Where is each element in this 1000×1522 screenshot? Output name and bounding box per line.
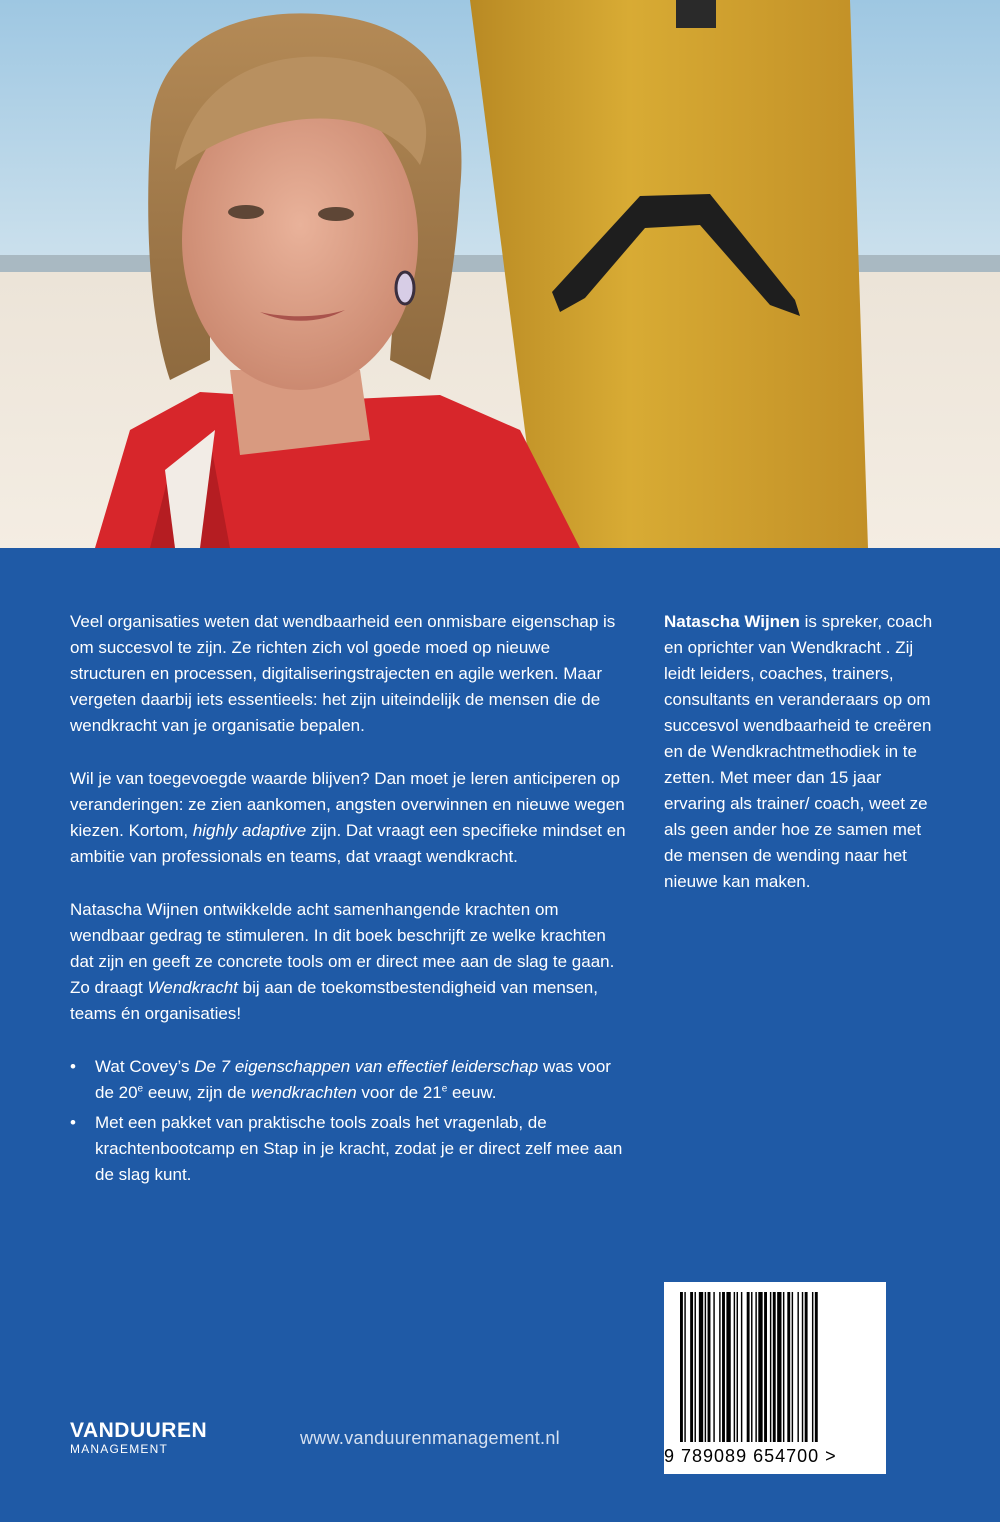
barcode-bar xyxy=(708,1292,711,1442)
publisher-logo-line2: MANAGEMENT xyxy=(70,1442,169,1456)
barcode-bar xyxy=(741,1292,742,1442)
barcode-bar xyxy=(815,1292,818,1442)
barcode-bar xyxy=(805,1292,808,1442)
barcode-bar xyxy=(699,1292,703,1442)
barcode-bar xyxy=(755,1292,756,1442)
publisher-url: www.vanduurenmanagement.nl xyxy=(300,1428,560,1448)
barcode-bar xyxy=(680,1292,683,1442)
blurb-paragraph-2: Wil je van toegevoegde waarde blijven? Dan moet je leren anticiperen op veranderingen: ze zien aankomen, angsten overwinnen en nieuwe wegen kiezen. Kortom, highly adaptive zijn. Dat vraagt een specifieke mindset en ambitie van professionals en teams, dat vraagt wendkracht. xyxy=(70,769,626,866)
author-name: Natascha Wijnen xyxy=(664,612,800,631)
author-bio-text: is spreker, coach en oprichter van Wendkracht . Zij leidt leiders, coaches, trainers, consultants en veranderaars op om succesvol wendbaarheid te creëren en de Wendkrachtmethodiek in te zetten. Met meer dan 15 jaar ervaring als trainer/ coach, weet ze als geen ander hoe ze samen met de mensen de wending naar het nieuwe kan maken. xyxy=(664,612,933,891)
barcode-bar xyxy=(773,1292,776,1442)
barcode-bar xyxy=(737,1292,738,1442)
list-item: • Wat Covey’s De 7 eigenschappen van effectief leiderschap was voor de 20e eeuw, zijn de wendkrachten voor de 21e eeuw. xyxy=(70,1054,630,1106)
blurb-paragraph-3: Natascha Wijnen ontwikkelde acht samenhangende krachten om wendbaar gedrag te stimuleren. In dit boek beschrijft ze welke krachten dat zijn en geeft ze concrete tools om er direct mee aan de slag te gaan. Zo draagt Wendkracht bij aan de toekomstbestendigheid van mensen, teams én organisaties! xyxy=(70,900,615,1023)
barcode-bar xyxy=(802,1292,803,1442)
barcode-bar xyxy=(690,1292,693,1442)
blurb-text xyxy=(70,609,630,1192)
barcode-bar xyxy=(713,1292,714,1442)
list-item: • Met een pakket van praktische tools zoals het vragenlab, de krachtenbootcamp en Stap in je kracht, zodat je er direct zelf mee aan de slag kunt. xyxy=(70,1110,630,1188)
barcode-bar xyxy=(758,1292,762,1442)
barcode-bar xyxy=(684,1292,685,1442)
cover-photo xyxy=(0,0,1000,548)
barcode-bar xyxy=(719,1292,720,1442)
publisher-logo-line1: VANDUUREN xyxy=(70,1419,208,1442)
barcode-bar xyxy=(792,1292,793,1442)
barcode-bar xyxy=(734,1292,735,1442)
barcode-bar xyxy=(797,1292,798,1442)
barcode-bar xyxy=(777,1292,781,1442)
barcode-bar xyxy=(747,1292,750,1442)
author-bio xyxy=(664,609,934,895)
author-portrait-image xyxy=(0,0,1000,548)
publisher-logo xyxy=(70,1420,207,1456)
barcode-bar xyxy=(726,1292,730,1442)
barcode-bar xyxy=(695,1292,696,1442)
ean-barcode-icon xyxy=(664,1282,886,1474)
barcode-bar xyxy=(751,1292,752,1442)
barcode-bar xyxy=(764,1292,767,1442)
barcode-bar xyxy=(705,1292,706,1442)
barcode-bar xyxy=(770,1292,771,1442)
barcode-bar xyxy=(783,1292,784,1442)
barcode-bar xyxy=(812,1292,813,1442)
blurb-paragraph-1: Veel organisaties weten dat wendbaarheid een onmisbare eigenschap is om succesvol te zijn. Ze richten zich vol goede moed op nieuwe structuren en processen, digitaliseringstrajecten en agile werken. Maar vergeten daarbij iets essentieels: het zijn uiteindelijk de mensen die de wendkracht van je organisatie bepalen. xyxy=(70,612,616,735)
barcode-bar xyxy=(787,1292,790,1442)
barcode-bar xyxy=(722,1292,725,1442)
blurb-bullet-list xyxy=(70,1054,630,1188)
isbn-number: 9 789089 654700 > xyxy=(664,1446,837,1466)
